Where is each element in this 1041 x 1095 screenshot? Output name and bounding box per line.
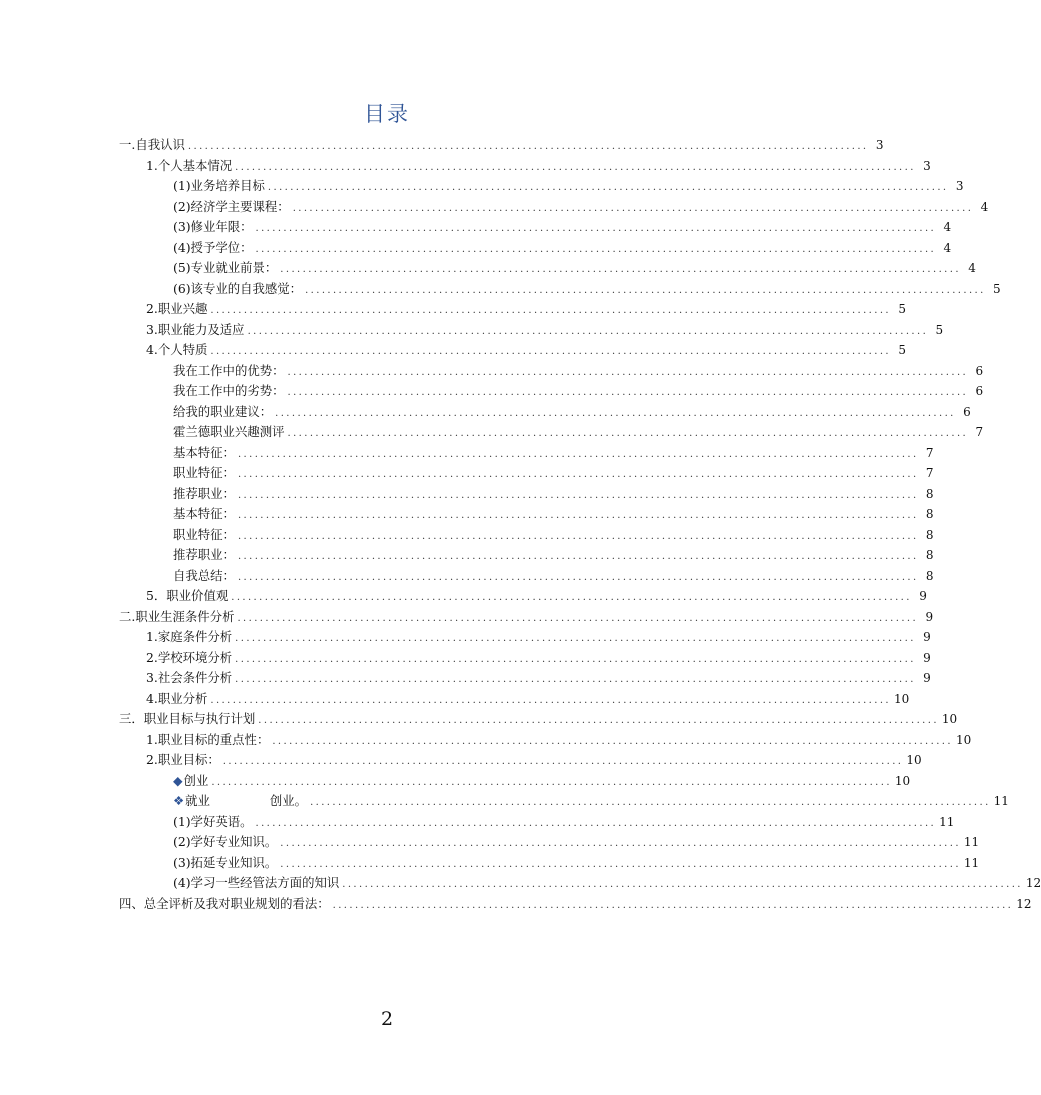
dot-leader: .......................................................................................................................... <box>237 571 919 583</box>
dot-leader: .......................................................................................................................... <box>237 612 919 624</box>
toc-entry[interactable]: (2)经济学主要课程： .......................................................................................................................... 4 <box>119 197 657 218</box>
diamond-bullet-icon: ◆ <box>173 772 183 788</box>
dot-leader: .......................................................................................................................... <box>247 325 929 337</box>
dot-leader: .......................................................................................................................... <box>210 305 891 316</box>
toc-entry[interactable]: (5)专业就业前景： .......................................................................................................................... 4 <box>119 258 657 279</box>
toc-entry[interactable]: 2.职业目标： .......................................................................................................................... 10 <box>119 750 657 771</box>
toc-entry[interactable]: 推荐职业： .......................................................................................................................... 8 <box>119 545 657 566</box>
toc-entry[interactable]: 5．职业价值观 .......................................................................................................................... 9 <box>119 586 657 607</box>
dot-leader: .......................................................................................................................... <box>267 182 949 193</box>
dot-leader: .......................................................................................................................... <box>280 264 961 275</box>
toc-entry[interactable]: (3)修业年限： .......................................................................................................................... 4 <box>119 217 657 238</box>
dot-leader: .......................................................................................................................... <box>332 899 1014 911</box>
toc-entry[interactable]: 基本特征： .......................................................................................................................... 8 <box>119 504 657 525</box>
toc-entry[interactable]: 职业特征： .......................................................................................................................... 8 <box>119 525 657 546</box>
dot-leader: .......................................................................................................................... <box>235 674 916 685</box>
dot-leader: .......................................................................................................................... <box>280 838 961 849</box>
toc-entry[interactable]: (1)学好英语。 .......................................................................................................................... 11 <box>119 812 657 833</box>
toc-entry[interactable]: 1.家庭条件分析 .......................................................................................................................... 9 <box>119 627 657 648</box>
dot-leader: .......................................................................................................................... <box>287 428 969 439</box>
dot-leader: .......................................................................................................................... <box>187 141 869 152</box>
page-number: 2 <box>380 1008 394 1030</box>
toc-entry[interactable]: 1.职业目标的重点性： .......................................................................................................................... 10 <box>119 730 657 751</box>
dot-leader: .......................................................................................................................... <box>237 489 919 501</box>
dot-leader: .......................................................................................................................... <box>237 551 919 562</box>
dot-leader: .......................................................................................................................... <box>237 448 919 460</box>
dot-leader: .......................................................................................................................... <box>210 346 891 357</box>
toc-entry[interactable]: (4)学习一些经管法方面的知识 .......................................................................................................................... 12 <box>119 873 657 894</box>
dot-leader: .......................................................................................................................... <box>237 469 919 480</box>
toc-entry[interactable]: 三．职业目标与执行计划 .......................................................................................................................... 10 <box>119 709 657 730</box>
dot-leader: .......................................................................................................................... <box>255 817 937 829</box>
dot-leader: .......................................................................................................................... <box>292 202 974 214</box>
toc-entry[interactable]: (1)业务培养目标 .......................................................................................................................... 3 <box>119 176 657 197</box>
dot-leader: .......................................................................................................................... <box>231 592 912 603</box>
dot-leader: .......................................................................................................................... <box>287 366 969 378</box>
dot-leader: .......................................................................................................................... <box>255 223 937 234</box>
dot-leader: .......................................................................................................................... <box>235 161 916 173</box>
toc-entry[interactable]: 二.职业生涯条件分析 .......................................................................................................................... 9 <box>119 607 657 628</box>
dot-leader: .......................................................................................................................... <box>222 756 904 767</box>
toc-entry[interactable]: 霍兰德职业兴趣测评 .......................................................................................................................... 7 <box>119 422 657 443</box>
toc-entry[interactable]: (2)学好专业知识。 .......................................................................................................................... 11 <box>119 832 657 853</box>
four-diamond-bullet-icon: ❖ <box>173 793 185 808</box>
toc-entry[interactable]: 3.社会条件分析 .......................................................................................................................... 9 <box>119 668 657 689</box>
toc-entry[interactable]: 基本特征： .......................................................................................................................... 7 <box>119 443 657 464</box>
dot-leader: .......................................................................................................................... <box>237 530 919 542</box>
toc-entry[interactable]: 我在工作中的劣势： .......................................................................................................................... 6 <box>119 381 657 402</box>
dot-leader: .......................................................................................................................... <box>211 776 892 788</box>
dot-leader: .......................................................................................................................... <box>255 243 937 255</box>
toc-entry[interactable]: 一.自我认识 .......................................................................................................................... 3 <box>119 135 657 156</box>
dot-leader: .......................................................................................................................... <box>235 653 916 665</box>
toc-entry[interactable]: 四、总全评析及我对职业规划的看法： .......................................................................................................................... 12 <box>119 894 657 915</box>
dot-leader: .......................................................................................................................... <box>280 858 961 870</box>
toc-entry[interactable]: 2.职业兴趣 .......................................................................................................................... 5 <box>119 299 657 320</box>
toc-entry[interactable]: ❖就业 创业。 .......................................................................................................................... 11 <box>119 791 657 812</box>
toc-entry[interactable]: 1.个人基本情况 .......................................................................................................................... 3 <box>119 156 657 177</box>
toc-entry[interactable]: 4.职业分析 .......................................................................................................................... 10 <box>119 689 657 710</box>
toc-entry[interactable]: (4)授予学位： .......................................................................................................................... 4 <box>119 238 657 259</box>
toc-entry[interactable]: (6)该专业的自我感觉： .......................................................................................................................... 5 <box>119 279 657 300</box>
toc-entry[interactable]: 4.个人特质 .......................................................................................................................... 5 <box>119 340 657 361</box>
toc-entry[interactable]: 职业特征： .......................................................................................................................... 7 <box>119 463 657 484</box>
toc-entry[interactable]: 给我的职业建议： .......................................................................................................................... 6 <box>119 402 657 423</box>
dot-leader: .......................................................................................................................... <box>272 735 953 747</box>
dot-leader: .......................................................................................................................... <box>342 879 1023 890</box>
toc-entry[interactable]: (3)拓延专业知识。 .......................................................................................................................... 11 <box>119 853 657 874</box>
toc-title: 目录 <box>364 102 410 126</box>
toc-entry[interactable]: ◆创业 .......................................................................................................................... 10 <box>119 771 657 792</box>
dot-leader: .......................................................................................................................... <box>258 715 939 726</box>
dot-leader: .......................................................................................................................... <box>287 387 969 398</box>
toc-entry[interactable]: 自我总结： .......................................................................................................................... 8 <box>119 566 657 587</box>
dot-leader: .......................................................................................................................... <box>275 407 956 419</box>
dot-leader: .......................................................................................................................... <box>305 284 986 296</box>
dot-leader: .......................................................................................................................... <box>237 510 919 521</box>
dot-leader: .......................................................................................................................... <box>210 694 891 706</box>
toc-entry[interactable]: 2.学校环境分析 .......................................................................................................................... 9 <box>119 648 657 669</box>
table-of-contents <box>119 135 1041 914</box>
toc-entry[interactable]: 我在工作中的优势： .......................................................................................................................... 6 <box>119 361 657 382</box>
toc-entry[interactable]: 推荐职业： .......................................................................................................................... 8 <box>119 484 657 505</box>
toc-entry[interactable]: 3.职业能力及适应 .......................................................................................................................... 5 <box>119 320 657 341</box>
dot-leader: .......................................................................................................................... <box>310 797 991 808</box>
dot-leader: .......................................................................................................................... <box>235 633 916 644</box>
